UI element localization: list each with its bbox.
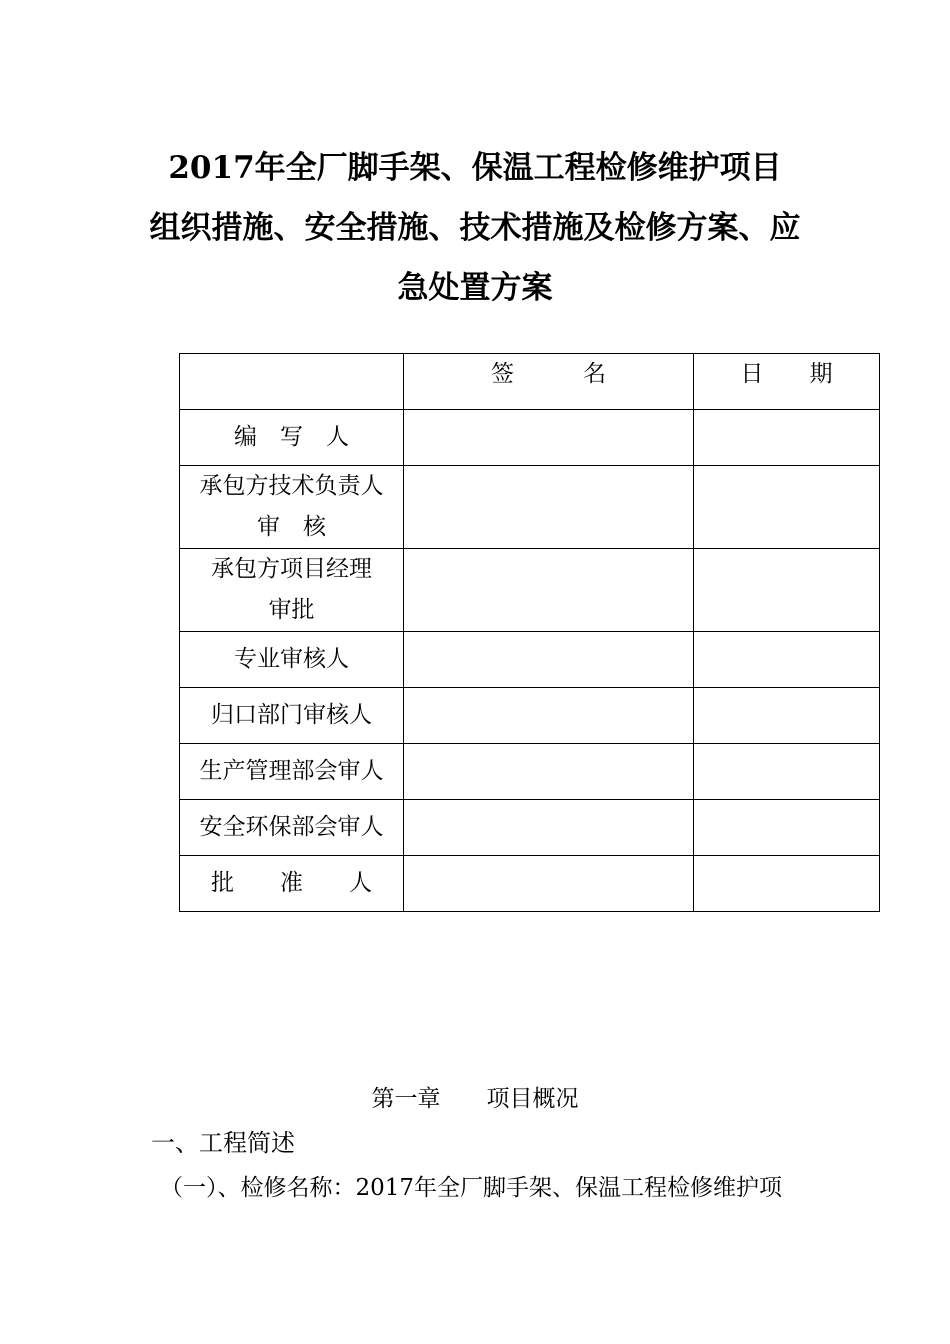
signature-cell[interactable] — [404, 856, 694, 912]
role-cell-dept-reviewer — [180, 688, 404, 744]
role-label: 归口部门审核人 — [211, 702, 372, 728]
role-cell-production-reviewer — [180, 744, 404, 800]
role-cell-writer — [180, 410, 404, 466]
role-label: 安全环保部会审人 — [199, 814, 384, 840]
role-cell-specialist-reviewer — [180, 632, 404, 688]
document-title-line-2: 组织措施、安全措施、技术措施及检修方案、应 — [149, 210, 801, 246]
body-paragraph: （一）、检修名称：2017年全厂脚手架、保温工程检修维护项 — [160, 1175, 783, 1201]
signature-cell[interactable] — [404, 466, 694, 549]
date-cell[interactable] — [694, 800, 880, 856]
role-cell-contractor-tech-lead — [180, 466, 404, 549]
signature-table-header-row — [180, 354, 880, 410]
table-row — [180, 744, 880, 800]
date-cell[interactable] — [694, 856, 880, 912]
role-cell-approver — [180, 856, 404, 912]
signature-cell[interactable] — [404, 688, 694, 744]
chapter-heading: 第一章 项目概况 — [371, 1086, 579, 1112]
table-row — [180, 856, 880, 912]
signature-cell[interactable] — [404, 410, 694, 466]
date-cell[interactable] — [694, 632, 880, 688]
section-heading: 一、工程简述 — [151, 1129, 295, 1157]
signature-cell[interactable] — [404, 549, 694, 632]
signature-table — [179, 353, 880, 912]
header-role-cell — [180, 354, 404, 410]
table-row — [180, 549, 880, 632]
role-label-sub: 审 核 — [257, 514, 326, 540]
document-title-line-1: 2017年全厂脚手架、保温工程检修维护项目 — [168, 150, 782, 186]
signature-cell[interactable] — [404, 800, 694, 856]
role-label: 承包方技术负责人 — [199, 473, 384, 499]
role-label: 生产管理部会审人 — [199, 758, 384, 784]
role-label: 编 写 人 — [234, 424, 349, 450]
date-cell[interactable] — [694, 410, 880, 466]
table-row — [180, 410, 880, 466]
role-label: 承包方项目经理 — [211, 556, 372, 582]
date-cell[interactable] — [694, 549, 880, 632]
role-label-sub: 审批 — [268, 597, 315, 623]
role-cell-safety-reviewer — [180, 800, 404, 856]
document-title-line-3: 急处置方案 — [397, 270, 553, 306]
signature-cell[interactable] — [404, 744, 694, 800]
role-label: 专业审核人 — [234, 646, 349, 672]
header-date-cell: 日 期 — [694, 354, 880, 410]
signature-cell[interactable] — [404, 632, 694, 688]
table-row — [180, 632, 880, 688]
date-cell[interactable] — [694, 688, 880, 744]
role-label: 批 准 人 — [211, 870, 372, 896]
table-row — [180, 800, 880, 856]
date-cell[interactable] — [694, 744, 880, 800]
role-cell-contractor-pm — [180, 549, 404, 632]
header-signature-cell: 签 名 — [404, 354, 694, 410]
table-row — [180, 688, 880, 744]
date-cell[interactable] — [694, 466, 880, 549]
table-row — [180, 466, 880, 549]
